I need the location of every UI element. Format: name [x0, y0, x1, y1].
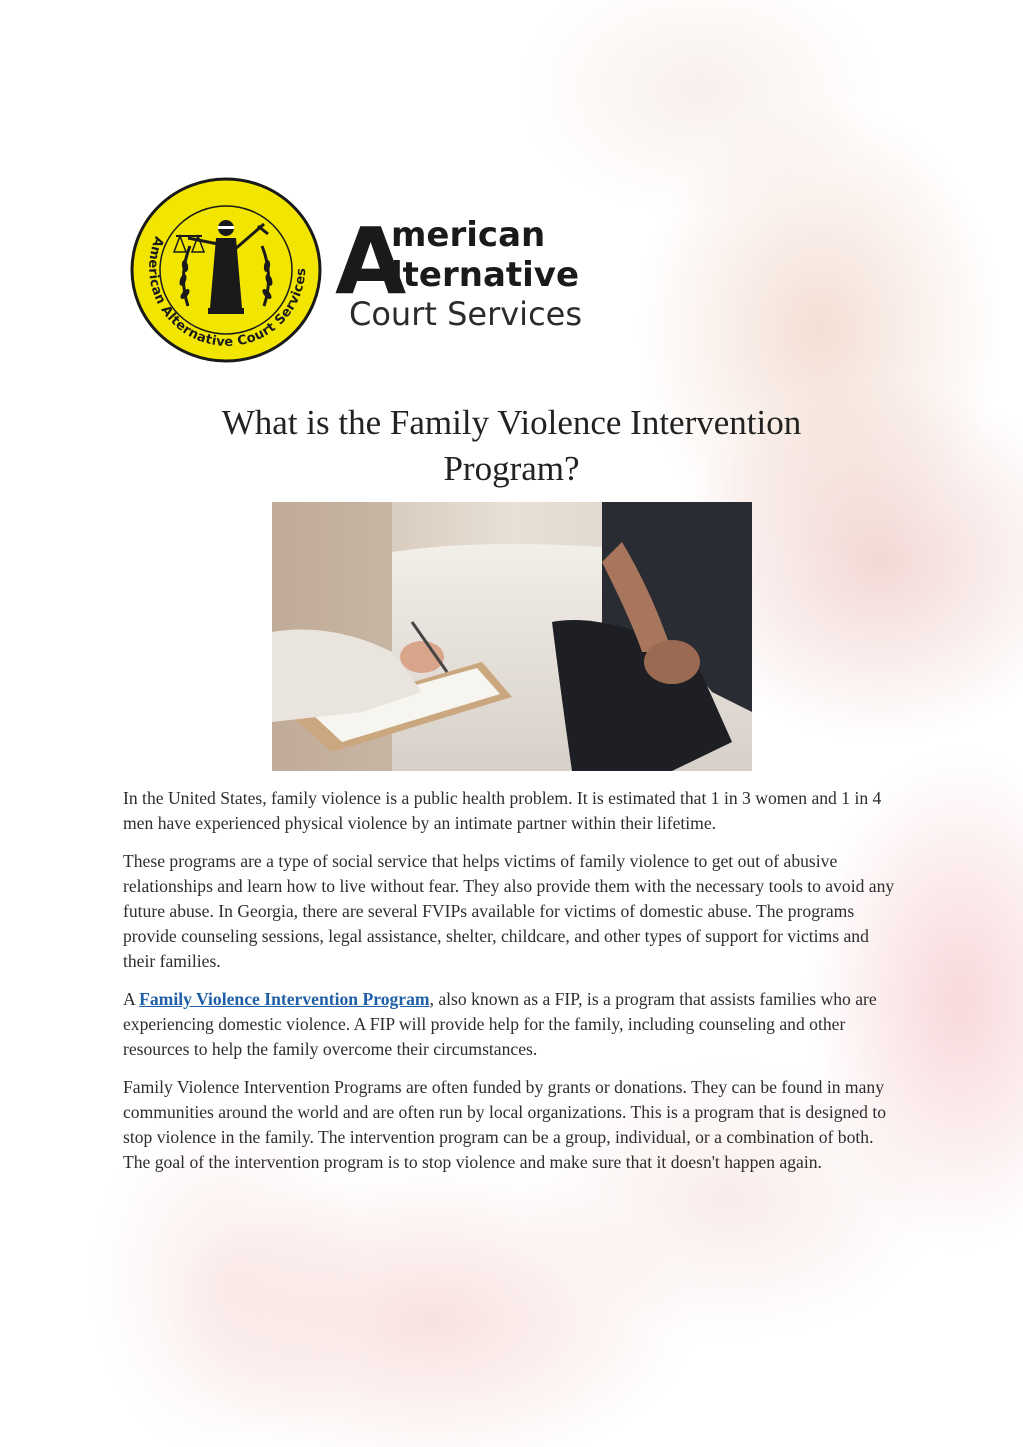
fvip-link[interactable]: Family Violence Intervention Program — [139, 989, 430, 1009]
company-logo — [130, 176, 630, 368]
paragraph-4: Family Violence Intervention Programs are often funded by grants or donations. They can be found in many communities around the world and are often run by local organizations. This is a program that is designed to stop violence in the family. The intervention program can be a group, individual, or a combination of both. The goal of the intervention program is to stop violence and make sure that it doesn't happen again. — [123, 1077, 887, 1172]
paragraph-3-lead: A — [123, 989, 140, 1009]
paragraph-1: In the United States, family violence is a public health problem. It is estimated that 1 in 3 women and 1 in 4 men have experienced physical violence by an intimate partner within their lifetime. — [123, 788, 882, 833]
brand-line-3: Court Services — [349, 295, 583, 333]
brand-line-1: merican — [391, 215, 546, 255]
page-title: What is the Family Violence Intervention Program? — [221, 403, 802, 488]
paragraph-2: These programs are a type of social service that helps victims of family violence to get out of abusive relationships and learn how to live without fear. They also provide them with the necessary tools to avoid any future abuse. In Georgia, there are several FVIPs available for victims of domestic abuse. The programs provide counseling sessions, legal assistance, shelter, childcare, and other types of support for victims and their families. — [123, 851, 895, 971]
scales-of-justice-icon — [130, 176, 322, 364]
counseling-session-photo — [272, 502, 752, 771]
paragraph-3 — [123, 987, 903, 1062]
paragraph-3-rest: , also known as a FIP, is a program that assists families who are experiencing domestic violence. A FIP will provide help for the family, including counseling and other resources to help the family overcome their circumstances. — [123, 989, 877, 1059]
counseling-photo-icon — [272, 502, 752, 771]
article-body — [123, 786, 903, 1188]
brand-wordmark — [335, 208, 635, 333]
brand-initial: A — [335, 208, 407, 315]
brand-line-2: lternative — [391, 255, 580, 295]
seal-text: American Alternative Court Services — [145, 234, 310, 351]
